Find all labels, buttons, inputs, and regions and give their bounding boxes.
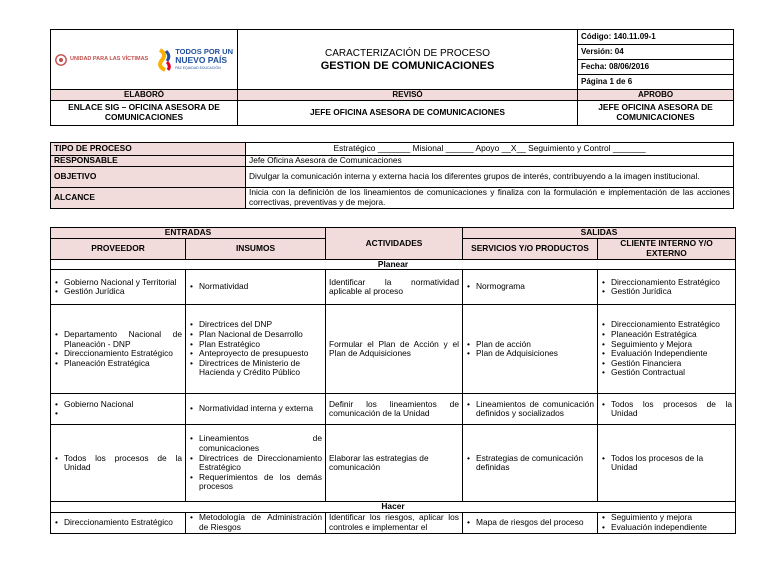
reviso-label: REVISÓ [238, 90, 578, 101]
actividad-cell: Definir los lineamientos de comunicación de la Unidad [326, 394, 463, 425]
version-value: Versión: 04 [578, 45, 734, 60]
alcance-value: Inicia con la definición de los lineamientos de comunicaciones y finaliza con la formulación e implementación de las acciones correctivas, preventivas y de mejora. [246, 188, 734, 209]
cliente-cell [598, 512, 736, 533]
list-item: • Gestión Contractual [611, 368, 732, 378]
responsable-label: RESPONSABLE [51, 156, 246, 167]
phase-planear: Planear [51, 259, 736, 270]
list-item: • Estrategias de comunicación definidas [476, 454, 594, 473]
list-item: • Evaluación independiente [611, 523, 732, 533]
tipo-proceso-value: Estratégico _______ Misional ______ Apoyo __X__ Seguimiento y Control _______ [246, 143, 734, 156]
list-item: • Todos los procesos de la Unidad [64, 454, 182, 473]
responsable-value: Jefe Oficina Asesora de Comunicaciones [246, 156, 734, 167]
proveedor-cell [51, 425, 186, 502]
list-item: • Plan Nacional de Desarrollo [199, 330, 322, 340]
cliente-cell [598, 305, 736, 394]
logos-cell [51, 30, 238, 90]
list-item: • Requerimientos de los demás procesos [199, 473, 322, 492]
title-line1: CARACTERIZACIÓN DE PROCESO [324, 47, 491, 59]
nuevo-pais-logo-icon [157, 48, 173, 72]
title-cell [238, 30, 578, 90]
actividad-cell: Elaborar las estrategias de comunicación [326, 425, 463, 502]
fecha-value: Fecha: 08/06/2016 [578, 60, 734, 75]
insumos-header: INSUMOS [186, 238, 326, 259]
objetivo-value: Divulgar la comunicación interna y externa hacia los diferentes grupos de interés, contribuyendo a la imagen institucional. [246, 167, 734, 188]
list-item: • Departamento Nacional de Planeación - DNP [64, 330, 182, 349]
list-item: • Lineamientos de comunicación definidos y socializados [476, 400, 594, 419]
list-item: • Planeación Estratégica [64, 359, 182, 369]
salidas-header: SALIDAS [463, 228, 736, 239]
list-item: • Plan de Adquisiciones [476, 349, 594, 359]
victims-logo-icon [55, 54, 67, 66]
list-item: • Metodología de Administración de Riesgos [199, 513, 322, 532]
list-item: • Direccionamiento Estratégico [611, 320, 732, 330]
list-item [64, 409, 182, 419]
table-row [51, 425, 736, 502]
codigo-value: Código: 140.11.09-1 [578, 30, 734, 45]
elaboro-label: ELABORÓ [51, 90, 238, 101]
proveedor-header: PROVEEDOR [51, 238, 186, 259]
list-item: • Seguimiento y mejora [611, 513, 732, 523]
list-item: • Lineamientos de comunicaciones [199, 434, 322, 453]
actividad-cell: Identificar la normatividad aplicable al proceso [326, 270, 463, 305]
table-row [51, 270, 736, 305]
list-item: • Direccionamiento Estratégico [64, 518, 182, 528]
cliente-cell [598, 425, 736, 502]
entradas-header: ENTRADAS [51, 228, 326, 239]
proveedor-cell [51, 512, 186, 533]
list-item: • Gestión Jurídica [64, 287, 182, 297]
cliente-header: CLIENTE INTERNO Y/O EXTERNO [598, 238, 736, 259]
list-item: • Plan de acción [476, 340, 594, 350]
actividad-cell: Formular el Plan de Acción y el Plan de Adquisiciones [326, 305, 463, 394]
list-item: • Direccionamiento Estratégico [64, 349, 182, 359]
list-item: • Planeación Estratégica [611, 330, 732, 340]
table-row [51, 512, 736, 533]
page-title: GESTION DE COMUNICACIONES [320, 59, 495, 72]
actividad-cell: Identificar los riesgos, aplicar los controles e implementar el [326, 512, 463, 533]
process-table [50, 227, 736, 534]
list-item: • Normatividad [199, 282, 322, 292]
servicios-cell [463, 270, 598, 305]
phase-hacer: Hacer [51, 502, 736, 513]
actividades-header: ACTIVIDADES [326, 228, 463, 260]
cliente-cell [598, 394, 736, 425]
list-item: • Anteproyecto de presupuesto [199, 349, 322, 359]
list-item: • Normatividad interna y externa [199, 404, 322, 414]
list-item: • Mapa de riesgos del proceso [476, 518, 594, 528]
servicios-header: SERVICIOS Y/O PRODUCTOS [463, 238, 598, 259]
proveedor-cell [51, 394, 186, 425]
servicios-cell [463, 305, 598, 394]
info-table [50, 142, 734, 209]
list-item: • Todos los procesos de la Unidad [611, 454, 732, 473]
nuevo-pais-logo-line2: NUEVO PAÍS [175, 54, 227, 65]
table-row [51, 394, 736, 425]
list-item: • Plan Estratégico [199, 340, 322, 350]
nuevo-pais-logo-line3: PAZ EQUIDAD EDUCACIÓN [175, 65, 221, 70]
reviso-value: JEFE OFICINA ASESORA DE COMUNICACIONES [238, 100, 578, 125]
insumos-cell [186, 305, 326, 394]
list-item: • Gestión Financiera [611, 359, 732, 369]
proveedor-cell [51, 305, 186, 394]
elaboro-value: ENLACE SIG – OFICINA ASESORA DE COMUNICACIONES [51, 100, 238, 125]
insumos-cell [186, 512, 326, 533]
list-item: • Directrices de Ministerio de Hacienda y Crédito Público [199, 359, 322, 378]
list-item: • Direccionamiento Estratégico [611, 278, 732, 288]
list-item: • Seguimiento y Mejora [611, 340, 732, 350]
list-item: • Gestión Jurídica [611, 287, 732, 297]
insumos-cell [186, 425, 326, 502]
servicios-cell [463, 425, 598, 502]
servicios-cell [463, 512, 598, 533]
list-item: • Normograma [476, 282, 594, 292]
cliente-cell [598, 270, 736, 305]
objetivo-label: OBJETIVO [51, 167, 246, 188]
servicios-cell [463, 394, 598, 425]
proveedor-cell [51, 270, 186, 305]
list-item: • Directrices del DNP [199, 320, 322, 330]
tipo-proceso-label: TIPO DE PROCESO [51, 143, 246, 156]
list-item: • Directrices de Direccionamiento Estratégico [199, 454, 322, 473]
aprobo-label: APROBO [578, 90, 734, 101]
insumos-cell [186, 394, 326, 425]
list-item: • Gobierno Nacional y Territorial [64, 278, 182, 288]
list-item: • Gobierno Nacional [64, 400, 182, 410]
aprobo-value: JEFE OFICINA ASESORA DE COMUNICACIONES [578, 100, 734, 125]
pagina-value: Página 1 de 6 [578, 75, 734, 90]
header-table [50, 29, 734, 126]
list-item: • Todos los procesos de la Unidad [611, 400, 732, 419]
nuevo-pais-logo-line1: TODOS POR UN [175, 46, 233, 56]
alcance-label: ALCANCE [51, 188, 246, 209]
list-item: • Evaluación Independiente [611, 349, 732, 359]
insumos-cell [186, 270, 326, 305]
table-row [51, 305, 736, 394]
victims-logo-text: UNIDAD PARA LAS VÍCTIMAS [70, 55, 149, 62]
